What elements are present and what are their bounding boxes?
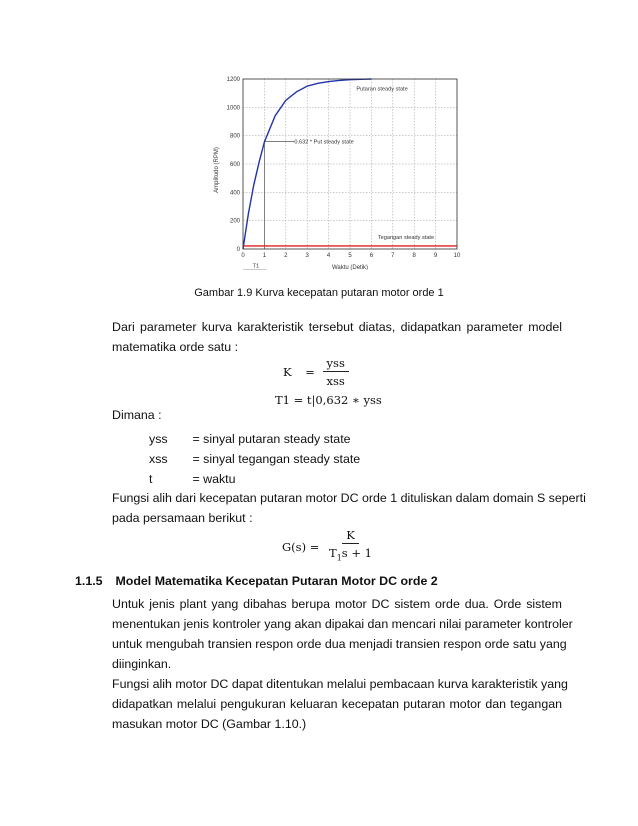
figure-caption: Gambar 1.9 Kurva kecepatan putaran motor orde 1 [194,287,444,299]
x-tick-label: 1 [262,253,267,259]
y-tick-label: 200 [229,218,240,225]
paragraph-plant [112,594,573,674]
equation-t1: T1 = t|0,632 ∗ yss [275,393,382,407]
annotation: T1 [252,263,260,270]
numerator: yss [323,356,349,372]
x-tick-label: 0 [241,253,245,259]
equation-lhs: G(s) = [282,539,320,554]
text-line: pada persamaan berikut : [112,511,253,525]
paragraph-transfer-function [112,488,586,528]
text-line: matematika orde satu : [112,340,239,354]
paragraph-motor-dc [112,674,568,734]
def-row [149,472,236,486]
y-axis-label: Amplitudo (RPM) [214,147,220,193]
def-row [149,452,360,466]
section-number: 1.1.5 [75,574,103,588]
x-tick-label: 9 [433,253,438,259]
x-tick-label: 5 [348,253,352,259]
chart-annotations [243,86,434,270]
denominator: $T_1s + 1$ [329,546,372,563]
equation-g [282,528,376,565]
x-axis-label: Waktu (Detik) [331,265,369,270]
text-line: masukan motor DC (Gambar 1.10.) [112,717,307,731]
annotation: Tegangan steady state [377,235,435,242]
def-description: = waktu [192,472,236,486]
text-line: untuk mengubah transien respon orde dua menjadi transien respon orde satu yang [112,637,567,651]
section-heading [75,574,438,588]
def-symbol: xss [149,452,168,466]
section-title: Model Matematika Kecepatan Putaran Motor DC orde 2 [115,574,438,588]
numerator: K [342,528,359,544]
equation-k [283,356,349,388]
y-tick-label: 400 [229,190,240,197]
x-tick-label: 6 [369,253,374,259]
step-response-chart [208,70,470,270]
text-line: Fungsi alih motor DC dapat ditentukan melalui pembacaan kurva karakteristik yang [112,677,568,691]
x-tick-label: 8 [412,253,416,259]
x-tick-label: 3 [305,253,309,259]
y-tick-label: 600 [229,162,240,168]
annotation: Putaran steady state [356,86,408,93]
fraction [325,528,376,565]
text-line: menentukan jenis kontroler yang akan dipakai dan mencari nilai parameter kontroler [112,617,573,631]
y-tick-label: 800 [229,133,240,140]
equation-equals: = [305,365,315,379]
def-description: = sinyal tegangan steady state [192,452,361,466]
dimana-label: Dimana : [112,408,162,422]
y-tick-label: 0 [236,247,240,253]
y-tick-label: 1200 [226,77,240,83]
paragraph-parameter-intro [112,317,562,357]
x-tick-label: 10 [453,253,461,259]
chart-ticks [227,77,461,259]
fraction [323,356,349,388]
x-tick-label: 4 [326,253,331,259]
equation-lhs: K [283,365,292,379]
text-line: Untuk jenis plant yang dibahas berupa motor DC sistem orde dua. Orde sistem [112,597,562,611]
def-description: = sinyal putaran steady state [192,432,351,446]
x-tick-label: 7 [391,253,395,259]
y-tick-label: 1000 [226,105,240,112]
def-symbol: yss [149,432,168,446]
text-line: diinginkan. [112,657,172,671]
denominator: xss [326,374,345,388]
text-line: Dari parameter kurva karakteristik tersebut diatas, didapatkan parameter model [112,320,562,334]
def-symbol: t [149,472,153,486]
annotation: 0.632 * Put steady state [294,139,354,146]
def-row [149,432,351,446]
chart-grid [243,79,457,249]
x-tick-label: 2 [284,253,288,259]
text-line: Fungsi alih dari kecepatan putaran motor DC orde 1 dituliskan dalam domain S seperti [112,491,586,505]
text-line: didapatkan melalui pengukuran keluaran kecepatan putaran motor dan tegangan [112,697,562,711]
